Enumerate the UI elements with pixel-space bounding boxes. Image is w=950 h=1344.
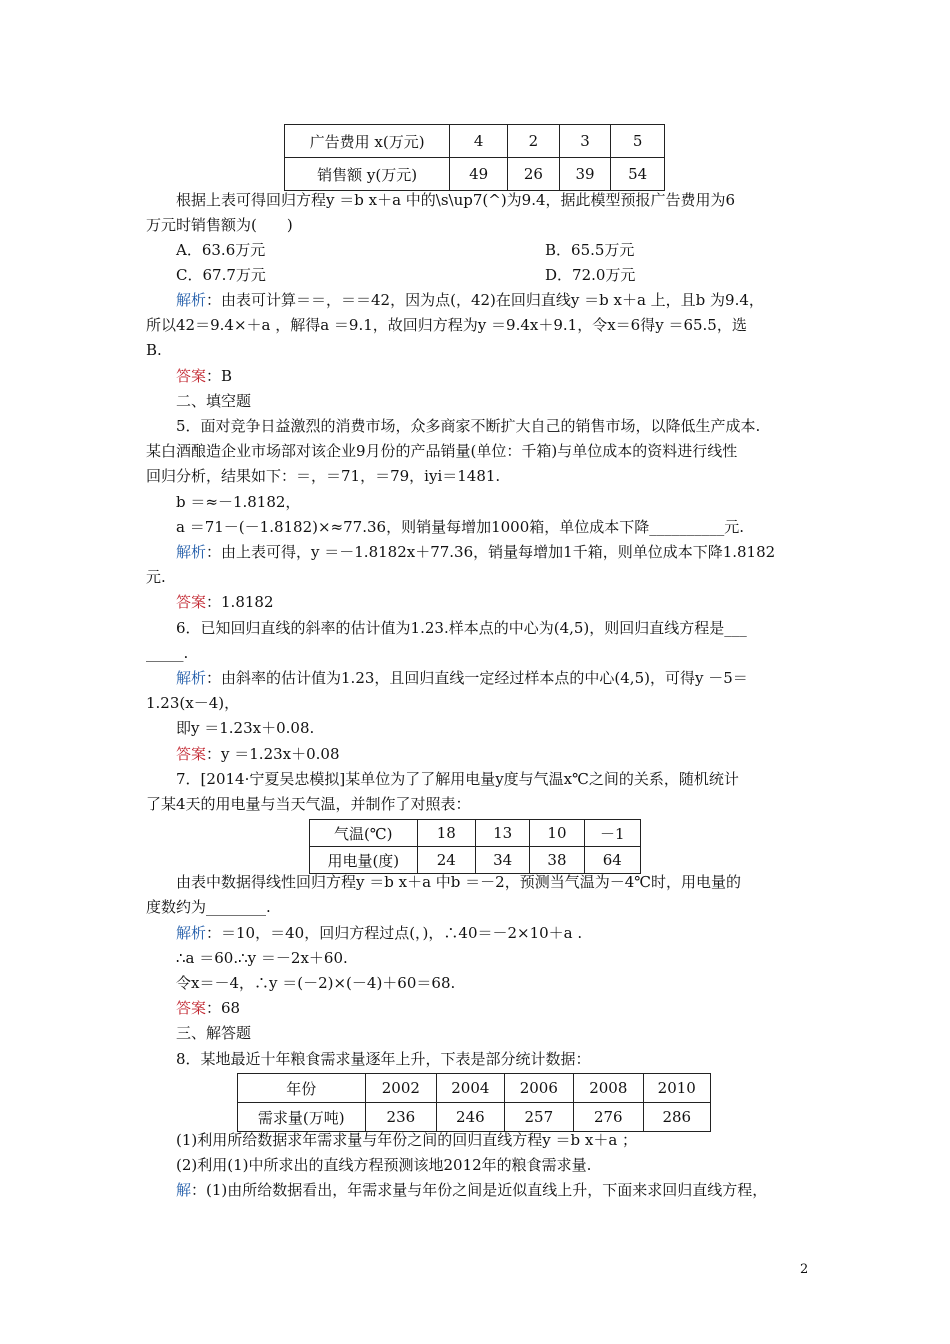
table-cell: 广告费用 x(万元)	[285, 125, 450, 158]
table-cell: 276	[574, 1103, 643, 1132]
solution-label: 解析	[176, 924, 207, 942]
solution-text: ：(1)由所给数据看出，年需求量与年份之间是近似直线上升，下面来求回归直线方程，	[191, 1181, 768, 1199]
table-cell: 2010	[643, 1074, 710, 1103]
table-row	[310, 847, 641, 874]
answer-label: 答案	[176, 367, 207, 385]
solution-text: 所以42＝9.4×＋a ，解得a ＝9.1，故回归方程为y ＝9.4x＋9.1，令x＝6得y ＝65.5，选	[146, 316, 747, 334]
table-cell: －1	[584, 820, 640, 847]
question-stem: 根据上表可得回归方程y ＝b x＋a 中的\s\up7(^)为9.4，据此模型预报广告费用为6	[176, 191, 736, 209]
solution-text: B.	[146, 341, 162, 359]
table-cell: 2008	[574, 1074, 643, 1103]
question-stem: 了某4天的用电量与当天气温，并制作了对照表：	[146, 795, 471, 813]
table-cell: 10	[530, 820, 584, 847]
temperature-electricity-table	[309, 819, 641, 874]
solution-text: ：由表可计算＝＝，＝＝42，因为点(，42)在回归直线y ＝b x＋a 上，且b 为9.4，	[206, 291, 764, 309]
question-stem: (1)利用所给数据求年需求量与年份之间的回归直线方程y ＝b x＋a ；	[176, 1131, 638, 1149]
table-row	[285, 125, 665, 158]
table-cell: 需求量(万吨)	[238, 1103, 366, 1132]
answer-text: ：y ＝1.23x＋0.08	[206, 745, 340, 763]
table-row	[238, 1103, 711, 1132]
question-stem: 7．[2014·宁夏吴忠模拟]某单位为了了解用电量y度与气温x℃之间的关系，随机统计	[176, 770, 739, 788]
table-cell: 18	[417, 820, 475, 847]
section-heading: 二、填空题	[176, 392, 252, 410]
table-cell: 64	[584, 847, 640, 874]
table-cell: 236	[365, 1103, 437, 1132]
solution-line	[176, 1180, 767, 1200]
ad-cost-sales-table	[284, 124, 665, 191]
grain-demand-table	[237, 1073, 711, 1132]
table-cell: 2006	[504, 1074, 573, 1103]
table-cell: 34	[476, 847, 530, 874]
table-cell: 13	[476, 820, 530, 847]
solution-label: 解	[176, 1181, 192, 1199]
table-cell: 4	[450, 125, 508, 158]
question-stem: 度数约为________.	[146, 898, 271, 916]
section-heading: 三、解答题	[176, 1024, 252, 1042]
table-cell: 39	[559, 158, 611, 191]
table-cell: 年份	[238, 1074, 366, 1103]
question-stem: 5．面对竞争日益激烈的消费市场，众多商家不断扩大自己的销售市场，以降低生产成本.	[176, 417, 761, 435]
solution-label: 解析	[176, 291, 207, 309]
solution-line	[176, 668, 748, 688]
solution-label: 解析	[176, 543, 207, 561]
answer-label: 答案	[176, 745, 207, 763]
table-cell: 2002	[365, 1074, 437, 1103]
table-cell: 257	[504, 1103, 573, 1132]
solution-text: 元.	[146, 568, 166, 586]
question-stem: 某白酒酿造企业市场部对该企业9月份的产品销量(单位：千箱)与单位成本的资料进行线性	[146, 442, 738, 460]
table-cell: 5	[611, 125, 665, 158]
question-stem: 由表中数据得线性回归方程y ＝b x＋a 中b ＝－2，预测当气温为－4℃时，用电量的	[176, 873, 742, 891]
table-cell: 2004	[437, 1074, 504, 1103]
answer-line	[176, 366, 232, 386]
table-cell: 2	[508, 125, 560, 158]
option-a: A．63.6万元	[176, 241, 266, 259]
answer-text: ：68	[206, 999, 241, 1017]
answer-text: ：1.8182	[206, 593, 274, 611]
table-row	[310, 820, 641, 847]
table-cell: 3	[559, 125, 611, 158]
table-cell: 26	[508, 158, 560, 191]
solution-label: 解析	[176, 669, 207, 687]
question-stem: a ＝71－(－1.8182)×≈77.36，则销量每增加1000箱，单位成本下降__________元.	[176, 518, 745, 536]
solution-line	[176, 290, 764, 310]
page-number: 2	[800, 1262, 809, 1277]
table-cell: 246	[437, 1103, 504, 1132]
solution-text: 1.23(x－4)，	[146, 694, 240, 712]
answer-line	[176, 998, 240, 1018]
question-stem: 万元时销售额为( )	[146, 216, 293, 234]
answer-label: 答案	[176, 999, 207, 1017]
answer-line	[176, 592, 274, 612]
table-cell: 用电量(度)	[310, 847, 418, 874]
solution-text: ：＝10，＝40，回归方程过点(，)，∴40＝－2×10＋a .	[206, 924, 583, 942]
answer-label: 答案	[176, 593, 207, 611]
option-d: D．72.0万元	[545, 266, 636, 284]
solution-text: ∴a ＝60.∴y ＝－2x＋60.	[176, 949, 348, 967]
table-row	[285, 158, 665, 191]
solution-line	[176, 923, 582, 943]
table-cell: 24	[417, 847, 475, 874]
question-stem: 8．某地最近十年粮食需求量逐年上升，下表是部分统计数据：	[176, 1050, 591, 1068]
table-cell: 气温(℃)	[310, 820, 418, 847]
option-c: C．67.7万元	[176, 266, 266, 284]
solution-text: ：由上表可得，y ＝－1.8182x＋77.36，销量每增加1千箱，则单位成本下降1.8182	[206, 543, 776, 561]
table-cell: 54	[611, 158, 665, 191]
question-stem: b ＝≈－1.8182，	[176, 493, 301, 511]
solution-text: 令x＝－4，∴y ＝(－2)×(－4)＋60＝68.	[176, 974, 456, 992]
question-stem: _____.	[146, 644, 189, 662]
table-cell: 49	[450, 158, 508, 191]
solution-text: ：由斜率的估计值为1.23，且回归直线一定经过样本点的中心(4,5)，可得y －5＝	[206, 669, 748, 687]
table-cell: 销售额 y(万元)	[285, 158, 450, 191]
question-stem: 6．已知回归直线的斜率的估计值为1.23.样本点的中心为(4,5)，则回归直线方程是___	[176, 619, 747, 637]
answer-line	[176, 744, 340, 764]
question-stem: 回归分析，结果如下：＝，＝71，＝79，iyi＝1481.	[146, 467, 501, 485]
solution-text: 即y ＝1.23x＋0.08.	[176, 719, 315, 737]
table-row	[238, 1074, 711, 1103]
table-cell: 38	[530, 847, 584, 874]
question-stem: (2)利用(1)中所求出的直线方程预测该地2012年的粮食需求量.	[176, 1156, 592, 1174]
solution-line	[176, 542, 775, 562]
answer-text: ：B	[206, 367, 233, 385]
table-cell: 286	[643, 1103, 710, 1132]
option-b: B．65.5万元	[545, 241, 635, 259]
